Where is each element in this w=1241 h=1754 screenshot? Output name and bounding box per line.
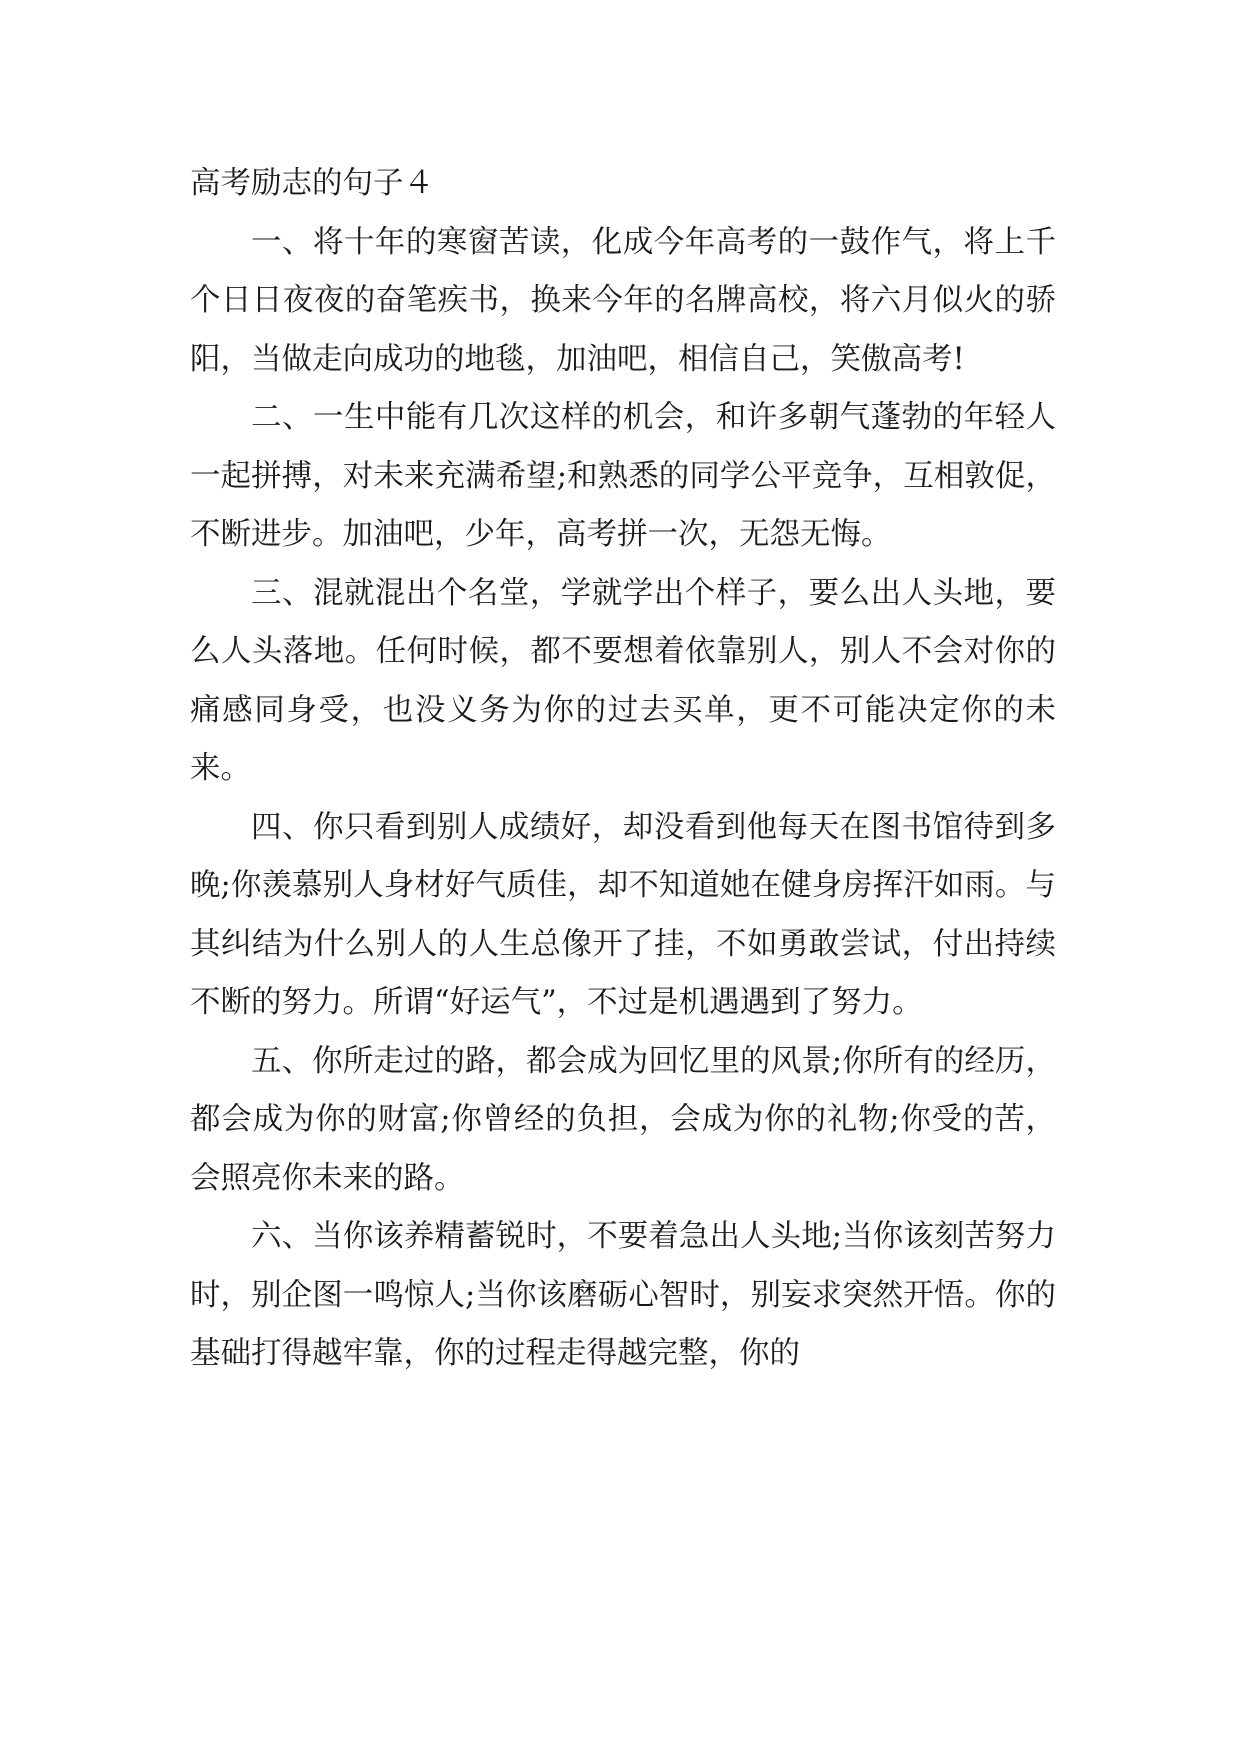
paragraph-1: 一、将十年的寒窗苦读，化成今年高考的一鼓作气，将上千个日日夜夜的奋笔疾书，换来今年的名牌高校，将六月似火的骄阳，当做走向成功的地毯，加油吧，相信自己，笑傲高考! [190, 224, 1056, 377]
paragraph-3: 三、混就混出个名堂，学就学出个样子，要么出人头地，要么人头落地。任何时候，都不要想着依靠别人，别人不会对你的痛感同身受，也没义务为你的过去买单，更不可能决定你的未来。 [190, 575, 1056, 786]
document-body [190, 155, 1056, 1384]
paragraph-5: 五、你所走过的路，都会成为回忆里的风景;你所有的经历，都会成为你的财富;你曾经的负担，会成为你的礼物;你受的苦，会照亮你未来的路。 [190, 1043, 1056, 1196]
paragraph-6: 六、当你该养精蓄锐时，不要着急出人头地;当你该刻苦努力时，别企图一鸣惊人;当你该磨砺心智时，别妄求突然开悟。你的基础打得越牢靠，你的过程走得越完整，你的 [190, 1219, 1056, 1371]
paragraph-2: 二、一生中能有几次这样的机会，和许多朝气蓬勃的年轻人一起拼搏，对未来充满希望;和熟悉的同学公平竞争，互相敦促，不断进步。加油吧，少年，高考拼一次，无怨无悔。 [190, 400, 1056, 552]
paragraph-4: 四、你只看到别人成绩好，却没看到他每天在图书馆待到多晚;你羡慕别人身材好气质佳，却不知道她在健身房挥汗如雨。与其纠结为什么别人的人生总像开了挂，不如勇敢尝试，付出持续不断的努力。所谓“好运气”，不过是机遇遇到了努力。 [190, 809, 1056, 1020]
document-title: 高考励志的句子４ [190, 166, 434, 201]
